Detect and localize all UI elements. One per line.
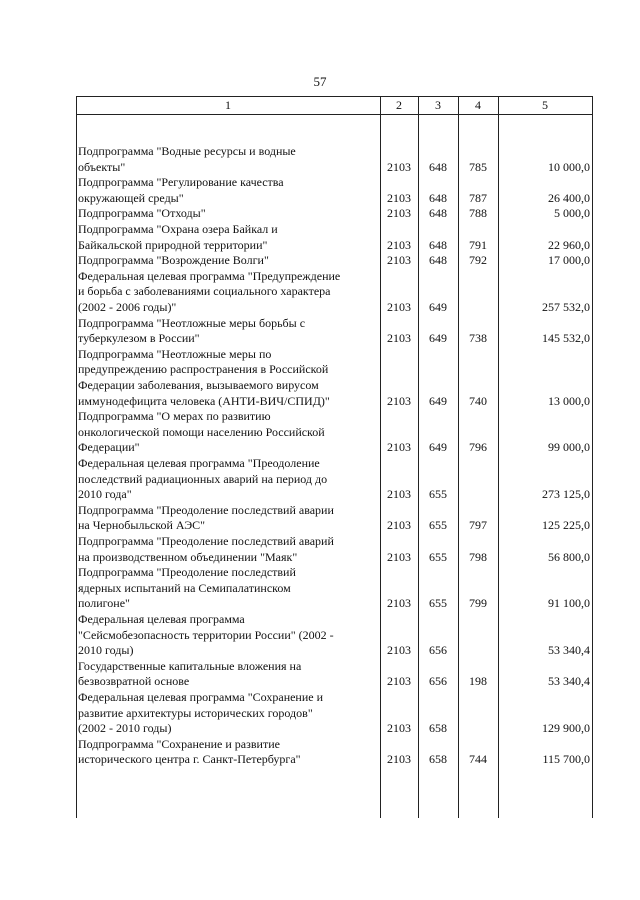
target-article-code: 648 bbox=[429, 237, 447, 252]
column-header-3: 3 bbox=[435, 98, 441, 112]
section-code: 2103 bbox=[387, 159, 411, 174]
column-header-2: 2 bbox=[396, 98, 402, 112]
program-name: Федеральная целевая программа "Сейсмобезопасность территории России" (2002 - 2010 годы) bbox=[78, 612, 334, 658]
table-row bbox=[76, 565, 592, 612]
amount-value: 125 225,0 bbox=[542, 518, 590, 533]
table-row bbox=[76, 612, 592, 659]
amount-value: 91 100,0 bbox=[548, 596, 590, 611]
section-code: 2103 bbox=[387, 393, 411, 408]
program-name: Государственные капитальные вложения на безвозвратной основе bbox=[78, 658, 302, 689]
target-article-code: 648 bbox=[429, 253, 447, 268]
subprogram-code: 787 bbox=[469, 190, 487, 205]
section-code: 2103 bbox=[387, 549, 411, 564]
column-header-5: 5 bbox=[542, 98, 548, 112]
program-name: Подпрограмма "Отходы" bbox=[78, 206, 206, 221]
amount-value: 257 532,0 bbox=[542, 300, 590, 314]
program-name: Подпрограмма "О мерах по развитию онкологической помощи населению Российской Федерации" bbox=[78, 409, 325, 455]
subprogram-code: 198 bbox=[469, 674, 487, 689]
table-row bbox=[76, 503, 592, 534]
target-article-code: 655 bbox=[429, 487, 447, 502]
table-row bbox=[76, 659, 592, 690]
amount-value: 22 960,0 bbox=[548, 237, 590, 252]
section-code: 2103 bbox=[387, 596, 411, 611]
target-article-code: 649 bbox=[429, 440, 447, 455]
target-article-code: 658 bbox=[429, 721, 447, 736]
section-code: 2103 bbox=[387, 206, 411, 221]
target-article-code: 656 bbox=[429, 674, 447, 689]
subprogram-code: 799 bbox=[469, 596, 487, 611]
amount-value: 115 700,0 bbox=[542, 752, 590, 767]
subprogram-code: 744 bbox=[469, 752, 487, 767]
section-code: 2103 bbox=[387, 237, 411, 252]
amount-value: 10 000,0 bbox=[548, 159, 590, 174]
target-article-code: 649 bbox=[429, 393, 447, 408]
table-row bbox=[76, 409, 592, 456]
subprogram-code: 792 bbox=[469, 253, 487, 268]
section-code: 2103 bbox=[387, 674, 411, 689]
subprogram-code: 796 bbox=[469, 440, 487, 455]
program-name: Подпрограмма "Неотложные меры по предупреждению распространения в Российской Федерации заболевания, вызываемого вирусом иммунодефицита человека (АНТИ-ВИЧ/СПИД)" bbox=[78, 346, 330, 408]
table-row bbox=[76, 347, 592, 409]
amount-value: 17 000,0 bbox=[548, 253, 590, 268]
program-name: Подпрограмма "Неотложные меры борьбы с туберкулезом в России" bbox=[78, 315, 306, 346]
table-row bbox=[76, 253, 592, 269]
section-code: 2103 bbox=[387, 518, 411, 533]
table-row bbox=[76, 690, 592, 737]
table-row bbox=[76, 175, 592, 206]
target-article-code: 655 bbox=[429, 596, 447, 611]
subprogram-code: 797 bbox=[469, 518, 487, 533]
subprogram-code: 791 bbox=[469, 237, 487, 252]
table-row bbox=[76, 222, 592, 253]
table-row bbox=[76, 534, 592, 565]
amount-value: 5 000,0 bbox=[554, 206, 590, 221]
subprogram-code: 788 bbox=[469, 206, 487, 221]
amount-value: 99 000,0 bbox=[548, 440, 590, 455]
program-name: Федеральная целевая программа "Сохранение и развитие архитектуры исторических городов" (2002 - 2010 годы) bbox=[78, 690, 324, 736]
subprogram-code: 740 bbox=[469, 393, 487, 408]
amount-value: 13 000,0 bbox=[548, 393, 590, 408]
target-article-code: 648 bbox=[429, 190, 447, 205]
target-article-code: 655 bbox=[429, 549, 447, 564]
program-name: Подпрограмма "Преодоление последствий аварий на производственном объединении "Маяк" bbox=[78, 534, 334, 564]
column-header-4: 4 bbox=[475, 98, 481, 112]
target-article-code: 658 bbox=[429, 752, 447, 767]
target-article-code: 648 bbox=[429, 206, 447, 221]
target-article-code: 655 bbox=[429, 518, 447, 533]
program-name: Подпрограмма "Регулирование качества окружающей среды" bbox=[78, 175, 284, 205]
amount-value: 273 125,0 bbox=[542, 487, 590, 502]
subprogram-code: 738 bbox=[469, 331, 487, 346]
section-code: 2103 bbox=[387, 752, 411, 767]
program-name: Подпрограмма "Преодоление последствий ядерных испытаний на Семипалатинском полигоне" bbox=[78, 565, 296, 611]
table-row bbox=[76, 206, 592, 222]
table-row bbox=[76, 269, 592, 316]
section-code: 2103 bbox=[387, 487, 411, 502]
target-article-code: 648 bbox=[429, 159, 447, 174]
program-name: Подпрограмма "Водные ресурсы и водные объекты" bbox=[78, 144, 296, 174]
table-row bbox=[76, 316, 592, 347]
section-code: 2103 bbox=[387, 643, 411, 658]
program-name: Подпрограмма "Преодоление последствий аварии на Чернобыльской АЭС" bbox=[78, 502, 334, 533]
page-number: 57 bbox=[313, 74, 327, 89]
amount-value: 56 800,0 bbox=[548, 549, 590, 564]
amount-value: 53 340,4 bbox=[548, 674, 590, 689]
amount-value: 145 532,0 bbox=[542, 331, 590, 346]
table-row bbox=[76, 737, 592, 768]
column-border bbox=[592, 96, 593, 818]
amount-value: 53 340,4 bbox=[548, 643, 590, 658]
program-name: Подпрограмма "Охрана озера Байкал и Байкальской природной территории" bbox=[78, 222, 278, 252]
section-code: 2103 bbox=[387, 300, 411, 314]
section-code: 2103 bbox=[387, 190, 411, 205]
program-name: Федеральная целевая программа "Преодоление последствий радиационных аварий на период до 2010 года" bbox=[78, 456, 328, 502]
section-code: 2103 bbox=[387, 331, 411, 346]
amount-value: 129 900,0 bbox=[542, 721, 590, 736]
target-article-code: 649 bbox=[429, 300, 447, 314]
table-row bbox=[76, 144, 592, 175]
program-name: Федеральная целевая программа "Предупреждение и борьба с заболеваниями социального характера (2002 - 2006 годы)" bbox=[78, 268, 341, 314]
program-name: Подпрограмма "Сохранение и развитие исторического центра г. Санкт-Петербурга" bbox=[78, 736, 301, 767]
budget-table bbox=[76, 96, 592, 818]
column-header-1: 1 bbox=[225, 98, 231, 112]
target-article-code: 649 bbox=[429, 331, 447, 346]
section-code: 2103 bbox=[387, 440, 411, 455]
subprogram-code: 798 bbox=[469, 549, 487, 564]
section-code: 2103 bbox=[387, 721, 411, 736]
header-bottom-border bbox=[76, 114, 592, 115]
amount-value: 26 400,0 bbox=[548, 190, 590, 205]
program-name: Подпрограмма "Возрождение Волги" bbox=[78, 253, 269, 268]
subprogram-code: 785 bbox=[469, 159, 487, 174]
target-article-code: 656 bbox=[429, 643, 447, 658]
table-row bbox=[76, 456, 592, 503]
section-code: 2103 bbox=[387, 253, 411, 268]
